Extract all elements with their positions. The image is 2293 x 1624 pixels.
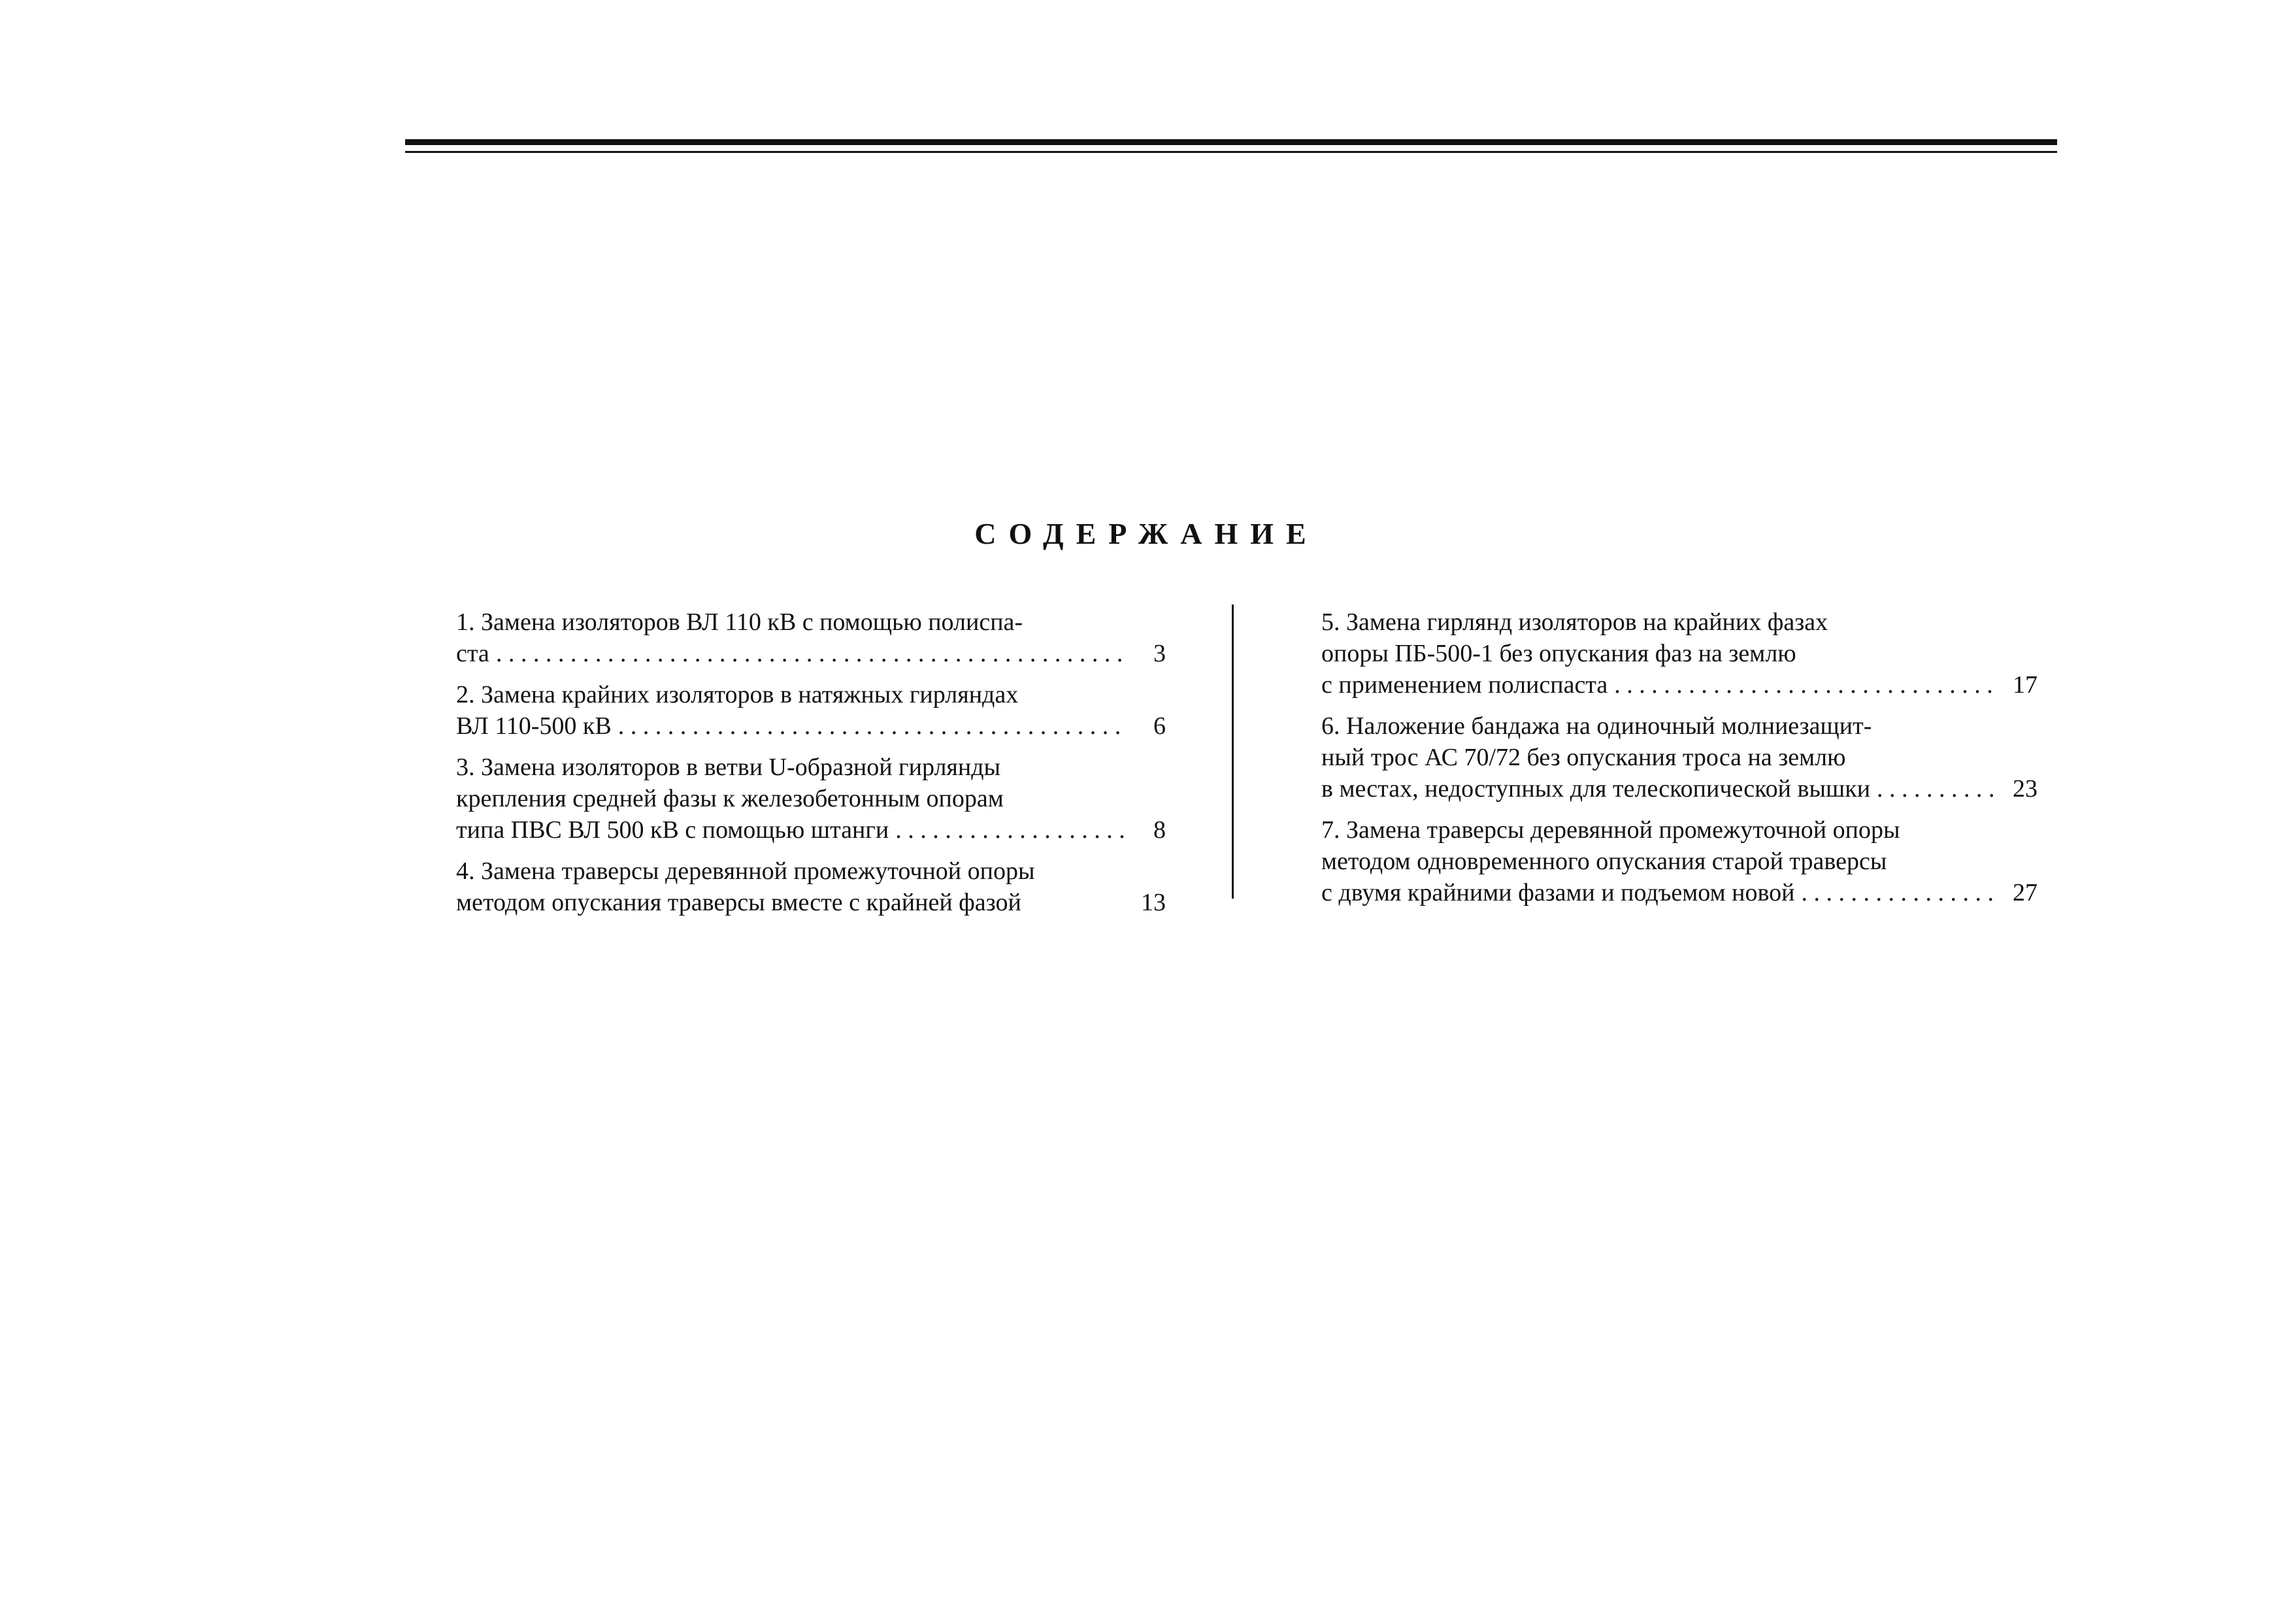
toc-entry-text: методом опускания траверсы вместе с крайней фазой bbox=[456, 889, 1021, 916]
toc-entry-3[interactable] bbox=[456, 752, 1166, 846]
toc-entry-line: 5. Замена гирлянд изоляторов на крайних фазах bbox=[1321, 608, 1828, 636]
dot-leader bbox=[1877, 773, 1997, 804]
header-rule-thick bbox=[405, 139, 2057, 145]
toc-page-number: 27 bbox=[2013, 879, 2037, 906]
toc-entry-line: 4. Замена траверсы деревянной промежуточной опоры bbox=[456, 857, 1035, 885]
toc-entry-text: ВЛ 110-500 кВ bbox=[456, 712, 612, 740]
toc-entry-last-line bbox=[1321, 877, 2037, 908]
toc-entry-line: 6. Наложение бандажа на одиночный молниезащит- bbox=[1321, 712, 1872, 740]
toc-page-number: 6 bbox=[1153, 712, 1166, 740]
toc-entry-line: 1. Замена изоляторов ВЛ 110 кВ с помощью полиспа- bbox=[456, 608, 1023, 636]
toc-entry-last-line bbox=[1321, 773, 2037, 804]
header-rule-thin bbox=[405, 151, 2057, 153]
toc-entry-line: опоры ПБ-500-1 без опускания фаз на землю bbox=[1321, 640, 1796, 667]
toc-page-number: 13 bbox=[1141, 889, 1166, 916]
dot-leader bbox=[1614, 669, 1997, 701]
toc-entry-2[interactable] bbox=[456, 679, 1166, 742]
dot-leader bbox=[1802, 877, 1998, 908]
dot-leader bbox=[618, 710, 1125, 742]
toc-entry-last-line bbox=[456, 887, 1166, 918]
toc-entry-4[interactable] bbox=[456, 855, 1166, 918]
toc-entry-text: ста bbox=[456, 640, 489, 667]
toc-entry-5[interactable] bbox=[1321, 606, 2037, 701]
toc-entry-text: с двумя крайними фазами и подъемом новой bbox=[1321, 879, 1795, 906]
toc-entry-line: крепления средней фазы к железобетонным опорам bbox=[456, 785, 1004, 812]
dot-leader bbox=[895, 814, 1125, 846]
toc-entry-line: 3. Замена изоляторов в ветви U-образной гирлянды bbox=[456, 754, 1001, 781]
toc-entry-1[interactable] bbox=[456, 606, 1166, 669]
toc-entry-last-line bbox=[456, 710, 1166, 742]
toc-entry-line: 7. Замена траверсы деревянной промежуточной опоры bbox=[1321, 816, 1900, 844]
toc-entry-7[interactable] bbox=[1321, 814, 2037, 908]
toc-page-number: 17 bbox=[2013, 671, 2037, 699]
toc-page-number: 23 bbox=[2013, 775, 2037, 803]
toc-entry-text: типа ПВС ВЛ 500 кВ с помощью штанги bbox=[456, 816, 889, 844]
toc-page-number: 8 bbox=[1153, 816, 1166, 844]
toc-entry-line: методом одновременного опускания старой траверсы bbox=[1321, 848, 1887, 875]
toc-entry-last-line bbox=[1321, 669, 2037, 701]
toc-title: СОДЕРЖАНИЕ bbox=[974, 517, 1319, 550]
toc-entry-text: с применением полиспаста bbox=[1321, 671, 1608, 699]
toc-entry-last-line bbox=[456, 638, 1166, 669]
toc-page-number: 3 bbox=[1153, 640, 1166, 667]
toc-entry-text: в местах, недоступных для телескопической вышки bbox=[1321, 775, 1871, 803]
toc-right-column bbox=[1321, 606, 2037, 918]
toc-entry-last-line bbox=[456, 814, 1166, 846]
column-divider bbox=[1232, 605, 1234, 899]
dot-leader bbox=[496, 638, 1125, 669]
toc-entry-line: ный трос АС 70/72 без опускания троса на землю bbox=[1321, 744, 1846, 771]
toc-left-column bbox=[456, 606, 1166, 928]
toc-entry-6[interactable] bbox=[1321, 710, 2037, 804]
toc-entry-line: 2. Замена крайних изоляторов в натяжных гирляндах bbox=[456, 681, 1019, 708]
